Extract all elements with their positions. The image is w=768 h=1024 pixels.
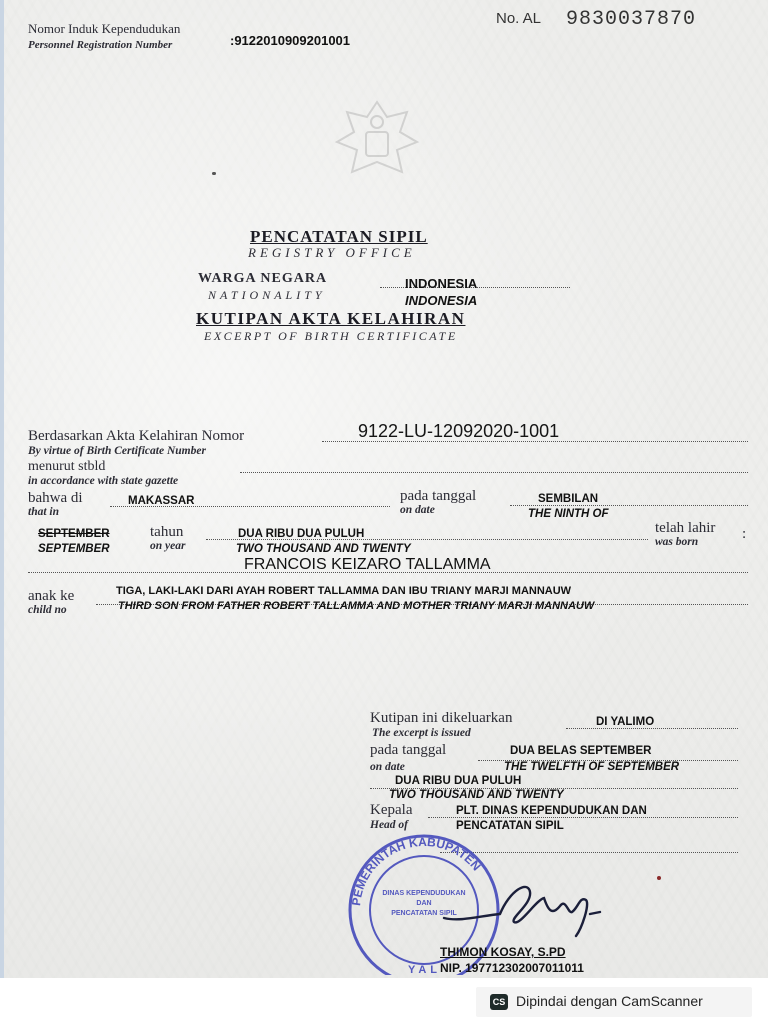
camscanner-badge — [476, 987, 752, 1017]
signatory-nip: NIP. 197712302007011011 — [440, 961, 584, 975]
head-label-en: Head of — [370, 819, 409, 831]
issue-date-label-en: on date — [370, 761, 405, 773]
head-label: Kepala — [370, 802, 413, 818]
nationality-label: WARGA NEGARA — [198, 271, 328, 286]
issue-year-value-en: TWO THOUSAND AND TWENTY — [389, 789, 564, 801]
stbld-dots — [240, 472, 748, 473]
stamp-inner-line1: DINAS KEPENDUDUKAN — [382, 890, 466, 897]
place-label-en: that in — [28, 506, 60, 518]
stamp-bottom-text: YAL — [408, 964, 441, 975]
signature-icon — [440, 870, 610, 940]
nik-label: Nomor Induk Kependudukan — [28, 21, 181, 36]
child-no-value-en: THIRD SON FROM FATHER ROBERT TALLAMMA AND MOTHER TRIANY MARJI MANNAUW — [118, 600, 595, 612]
place-label: bahwa di — [28, 490, 83, 506]
birth-date-label: pada tanggal — [400, 488, 477, 504]
issue-year-value: DUA RIBU DUA PULUH — [395, 775, 522, 787]
issued-label-en: The excerpt is issued — [372, 727, 471, 739]
signatory-name: THIMON KOSAY, S.PD — [440, 945, 566, 959]
ink-speck — [212, 172, 216, 175]
page-edge — [0, 0, 4, 978]
nationality-value-en: INDONESIA — [405, 293, 478, 308]
nik-label-en: Personnel Registration Number — [28, 39, 173, 51]
birth-year-label-en: on year — [150, 540, 186, 552]
head-value-line2: PENCATATAN SIPIL — [456, 820, 564, 832]
born-label: telah lahir — [655, 520, 716, 536]
stbld-label: menurut stbld — [28, 459, 106, 474]
child-no-value: TIGA, LAKI-LAKI DARI AYAH ROBERT TALLAMMA DAN IBU TRIANY MARJI MANNAUW — [116, 585, 572, 597]
cert-number-label: Berdasarkan Akta Kelahiran Nomor — [28, 428, 245, 444]
birth-month-value-en: SEPTEMBER — [38, 543, 110, 555]
excerpt-title: KUTIPAN AKTA KELAHIRAN — [196, 309, 466, 328]
stamp-inner-line3: PENCATATAN SIPIL — [391, 910, 457, 917]
child-no-label: anak ke — [28, 588, 75, 604]
serial-prefix: No. AL — [496, 10, 542, 27]
head-dots — [428, 817, 738, 818]
birth-month-value: SEPTEMBER — [38, 528, 110, 540]
excerpt-title-en: EXCERPT OF BIRTH CERTIFICATE — [204, 329, 458, 343]
birth-date-label-en: on date — [400, 504, 435, 516]
birth-day-value: SEMBILAN — [538, 493, 599, 505]
issue-date-value-en: THE TWELFTH OF SEPTEMBER — [504, 761, 680, 773]
child-name-value: FRANCOIS KEIZARO TALLAMMA — [244, 556, 491, 573]
stamp-inner-line2: DAN — [416, 900, 432, 907]
garuda-emblem-icon — [332, 92, 422, 192]
serial-number: 9830037870 — [566, 8, 697, 31]
birth-date-dots — [510, 505, 748, 506]
office-title-en: REGISTRY OFFICE — [248, 245, 416, 260]
cert-number-value: 9122-LU-12092020-1001 — [358, 421, 560, 441]
child-no-label-en: child no — [28, 604, 67, 616]
birth-year-value: DUA RIBU DUA PULUH — [238, 528, 365, 540]
birth-year-label: tahun — [150, 524, 184, 540]
camscanner-icon: CS — [490, 994, 508, 1010]
place-value: MAKASSAR — [128, 495, 195, 507]
birth-day-value-en: THE NINTH OF — [528, 508, 609, 520]
nationality-label-en: NATIONALITY — [208, 288, 326, 302]
issue-date-value: DUA BELAS SEPTEMBER — [510, 745, 652, 757]
issued-value: DI YALIMO — [596, 716, 655, 728]
camscanner-text: Dipindai dengan CamScanner — [516, 993, 703, 1009]
cert-number-label-en: By virtue of Birth Certificate Number — [28, 445, 206, 457]
issued-dots — [566, 728, 738, 729]
ink-speck-red — [657, 876, 661, 880]
head-value-line1: PLT. DINAS KEPENDUDUKAN DAN — [456, 805, 647, 817]
stamp-outer-text: PEMERINTAH KABUPATEN — [349, 834, 484, 907]
office-title: PENCATATAN SIPIL — [250, 227, 428, 246]
born-label-en: was born — [655, 536, 699, 548]
stbld-label-en: in accordance with state gazette — [28, 475, 179, 487]
issued-label: Kutipan ini dikeluarkan — [370, 710, 513, 726]
issue-date-label: pada tanggal — [370, 742, 447, 758]
issue-year-dots — [370, 788, 738, 789]
born-colon: : — [742, 526, 747, 542]
nationality-value: INDONESIA — [405, 276, 478, 291]
birth-year-value-en: TWO THOUSAND AND TWENTY — [236, 543, 411, 555]
nik-value: :9122010909201001 — [230, 33, 351, 48]
